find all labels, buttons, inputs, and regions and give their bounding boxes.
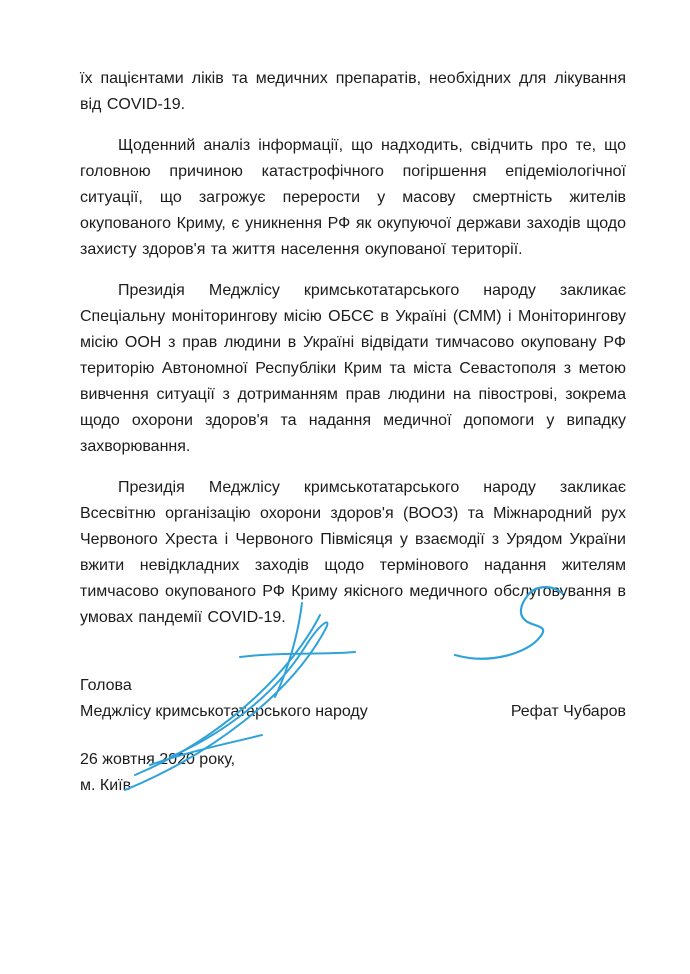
date-line1: 26 жовтня 2020 року, [80, 751, 236, 768]
signature-ink-stroke [240, 652, 355, 657]
signature-block [80, 673, 626, 799]
paragraph: Щоденний аналіз інформації, що надходить, свідчить про те, що головною причиною катастрофічного погіршення епідеміологічної ситуації, що загрожує перерости у масову смертність жителів окупованого Криму, є уникнення РФ як окупуючої держави заходів щодо захисту здоров'я та життя населення окупованої території. [80, 137, 626, 258]
paragraph: Президія Меджлісу кримськотатарського народу закликає Всесвітню організацію охорони здоров'я (ВООЗ) та Міжнародний рух Червоного Хреста і Червоного Півмісяця у взаємодії з Урядом України вжити невідкладних заходів щодо термінового надання жителям тимчасово окупованого РФ Криму якісного медичного обслуговування в умовах пандемії COVID-19. [80, 479, 626, 626]
paragraph: Президія Меджлісу кримськотатарського народу закликає Спеціальну моніторингову місію ОБСЄ в Україні (СММ) і Моніторингову місію ООН з прав людини в Україні відвідати тимчасово окуповану РФ територію Автономної Республіки Крим та міста Севастополя з метою вивчення ситуації з дотриманням прав людини на півострові, зокрема щодо охорони здоров'я та надання медичної допомоги у випадку захворювання. [80, 282, 626, 455]
date-block [80, 747, 626, 799]
paragraph: їх пацієнтами ліків та медичних препаратів, необхідних для лікування від COVID-19. [80, 70, 626, 113]
signer-title-line1: Голова [80, 677, 132, 694]
date-line2: м. Київ [80, 777, 132, 794]
signer-title-line2: Меджлісу кримськотатарського народу [80, 703, 368, 720]
signer-name: Рефат Чубаров [510, 703, 626, 720]
